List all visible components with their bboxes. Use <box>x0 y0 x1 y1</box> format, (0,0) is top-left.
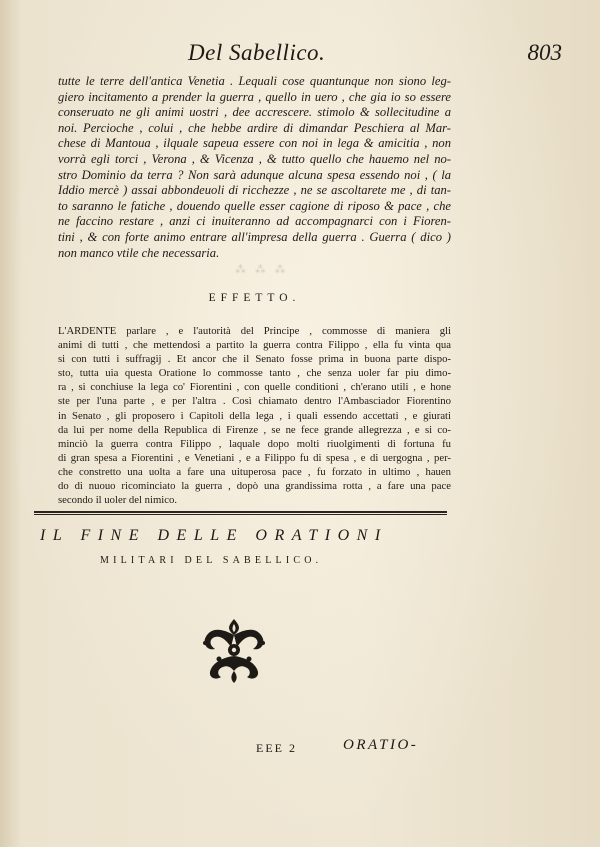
running-head: Del Sabellico. <box>188 40 326 65</box>
effect-text-block <box>58 324 451 507</box>
speech-line: non manco vtile che necessaria. <box>58 245 220 260</box>
effect-line: ra , si conchiuse la lega co' Fiorentini , con quelle conditioni , ch'erano utili , e hone <box>58 381 451 394</box>
colophon-line-1: IL FINE DELLE ORATIONI <box>40 527 388 544</box>
effect-line: da lui per nome della Republica di Firenze , se ne fece grande allegrezza , e si co- <box>58 423 451 436</box>
divider-rule <box>34 511 447 513</box>
speech-line: noi. Percioche , colui , che hebbe ardire di dimandar Peschiera al Mar- <box>58 120 451 135</box>
effect-line: do di nuouo ricominciato la guerra , dopò una grandissima rotta , a fare una pace <box>58 480 451 493</box>
effect-line: minciò la guerra contra Filippo , laquale dopo molti riuolgimenti di fortuna fu <box>58 437 451 450</box>
speech-line: chese di Mantoua , ilquale sapeua essere con noi in lega & amicitia , non <box>58 136 451 151</box>
speech-line: to saranno le fatiche , douendo quelle esser cagione di riposo & pace , che <box>58 198 451 213</box>
fleuron-ornament-icon <box>197 615 271 685</box>
speech-line: Iddio mercè ) assai abbondeuoli di ricchezze , ne se ascoltarete me , di tan- <box>58 183 451 198</box>
speech-text-block <box>58 74 451 261</box>
effect-line: secondo il uoler del nimico. <box>58 494 178 507</box>
printer-signature-mark: EEE 2 <box>256 741 297 755</box>
speech-line: vorrà egli torci , Verona , & Vicenza , & tutto quello che hauemo nel no- <box>58 151 451 166</box>
speech-line: tini , & con forte animo entrare all'impresa della guerra . Guerra ( dico ) <box>58 229 451 244</box>
catchword: ORATIO- <box>343 737 419 753</box>
divider-rule-thin <box>34 514 447 515</box>
colophon-line-2: MILITARI DEL SABELLICO. <box>100 555 323 566</box>
effect-line: in Senato , gli proposero i Capitoli della lega , i quali essendo accettati , e giurati <box>58 409 451 422</box>
speech-line: stro Dominio da terra ? Non sarà adunque alcuna spesa essendo noi , ( la <box>58 167 451 182</box>
speech-line: conseruato ne gli animi uostri , dee accrescere. stimolo & sollecitudine a <box>58 105 451 120</box>
effect-line: si con tutti i suffragij . Et ancor che il Senato fosse prima in buona parte dispo- <box>58 353 451 366</box>
speech-line: giero incitamento a prender la guerra , quello in uero , che gia io so essere <box>58 89 451 104</box>
speech-line: tutte le terre dell'antica Venetia . Lequali cose quantunque non siono leg- <box>58 74 451 88</box>
effect-line: sto, tutta uia questa Oratione lo commosse tanto , che senza uoler far piu dimo- <box>58 367 451 380</box>
effect-line: che constretto una uolta a fare una uituperosa pace , fu forzato in ultimo , hauen <box>58 465 451 478</box>
effect-line: di gran spesa a Fiorentini , e Venetiani , e a Filippo fu di spesa , e di uergogna , per- <box>58 451 451 464</box>
show-through-text: ⁂ ⁂ ⁂ <box>232 264 286 276</box>
effect-line: ste per l'una parte , e per l'altra . Così chiamato dentro l'Ambasciador Fiorentino <box>58 395 451 408</box>
speech-line: ne faccino restare , anzi ci inuiteranno ad accompagnarci con i Fioren- <box>58 214 451 229</box>
effect-line: animi di tutti , che mettendosi a partito la guerra contra Filippo , ella fu vinta qua <box>58 339 451 352</box>
page-header <box>40 40 570 70</box>
section-title: EFFETTO. <box>208 292 301 304</box>
effect-line: L'ARDENTE parlare , e l'autorità del Principe , commosse di maniera gli <box>58 325 451 337</box>
page-number: 803 <box>527 40 562 65</box>
